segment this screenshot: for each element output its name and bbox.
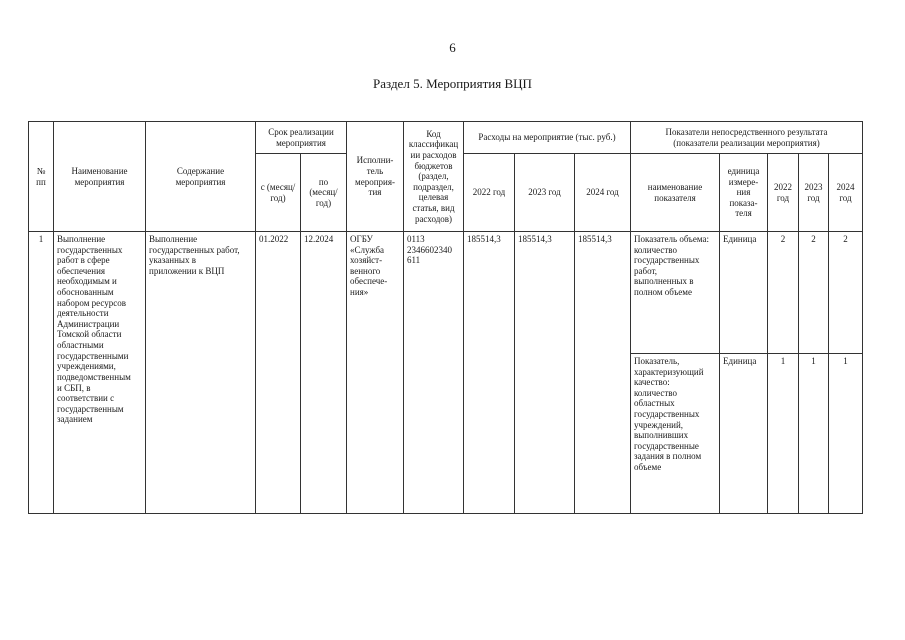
header-period-to: по (месяц/ год) <box>301 154 347 232</box>
row-from: 01.2022 <box>256 232 301 514</box>
header-exp-2022: 2022 год <box>464 154 515 232</box>
table-row <box>29 232 863 354</box>
indicator-2022: 1 <box>768 354 799 514</box>
indicator-2023: 1 <box>799 354 829 514</box>
indicator-name: Показатель, характеризующий качество: количество областных государственных учреждений, выполнивших государственные задания в полном объеме <box>631 354 720 514</box>
row-content: Выполнение государственных работ, указанных в приложении к ВЦП <box>146 232 256 514</box>
row-num: 1 <box>29 232 54 514</box>
header-ind-2023: 2023 год <box>799 154 829 232</box>
measures-table <box>28 121 863 514</box>
indicator-unit: Единица <box>720 232 768 354</box>
indicator-2022: 2 <box>768 232 799 354</box>
header-executor: Исполни- тель мероприя- тия <box>347 122 404 232</box>
header-name: Наименование мероприятия <box>54 122 146 232</box>
header-period-from: с (месяц/ год) <box>256 154 301 232</box>
row-name: Выполнение государственных работ в сфере обеспечения необходимым и обоснованным набором ресурсов деятельности Администрации Томской области областными государственными учреждениями, подведомственным и СБП, в соответствии с государственным заданием <box>54 232 146 514</box>
row-executor: ОГБУ «Служба хозяйст- венного обеспече- ния» <box>347 232 404 514</box>
header-indicators: Показатели непосредственного результата (показатели реализации мероприятия) <box>631 122 863 154</box>
header-num: № пп <box>29 122 54 232</box>
header-exp-2024: 2024 год <box>575 154 631 232</box>
row-exp-2024: 185514,3 <box>575 232 631 514</box>
header-expenses: Расходы на мероприятие (тыс. руб.) <box>464 122 631 154</box>
header-ind-2024: 2024 год <box>829 154 863 232</box>
row-exp-2022: 185514,3 <box>464 232 515 514</box>
indicator-2024: 1 <box>829 354 863 514</box>
header-period: Срок реализации мероприятия <box>256 122 347 154</box>
indicator-2024: 2 <box>829 232 863 354</box>
header-indicator-unit: единица измере- ния показа- теля <box>720 154 768 232</box>
section-title: Раздел 5. Мероприятия ВЦП <box>373 76 532 91</box>
header-budget-code: Код классификац ии расходов бюджетов (раздел, подраздел, целевая статья, вид расходов) <box>404 122 464 232</box>
indicator-name: Показатель объема: количество государственных работ, выполненных в полном объеме <box>631 232 720 354</box>
row-exp-2023: 185514,3 <box>515 232 575 514</box>
header-ind-2022: 2022 год <box>768 154 799 232</box>
header-content: Содержание мероприятия <box>146 122 256 232</box>
header-exp-2023: 2023 год <box>515 154 575 232</box>
indicator-unit: Единица <box>720 354 768 514</box>
row-to: 12.2024 <box>301 232 347 514</box>
row-budget-code: 0113 2346602340 611 <box>404 232 464 514</box>
indicator-2023: 2 <box>799 232 829 354</box>
header-indicator-name: наименование показателя <box>631 154 720 232</box>
page-number: 6 <box>449 40 456 55</box>
